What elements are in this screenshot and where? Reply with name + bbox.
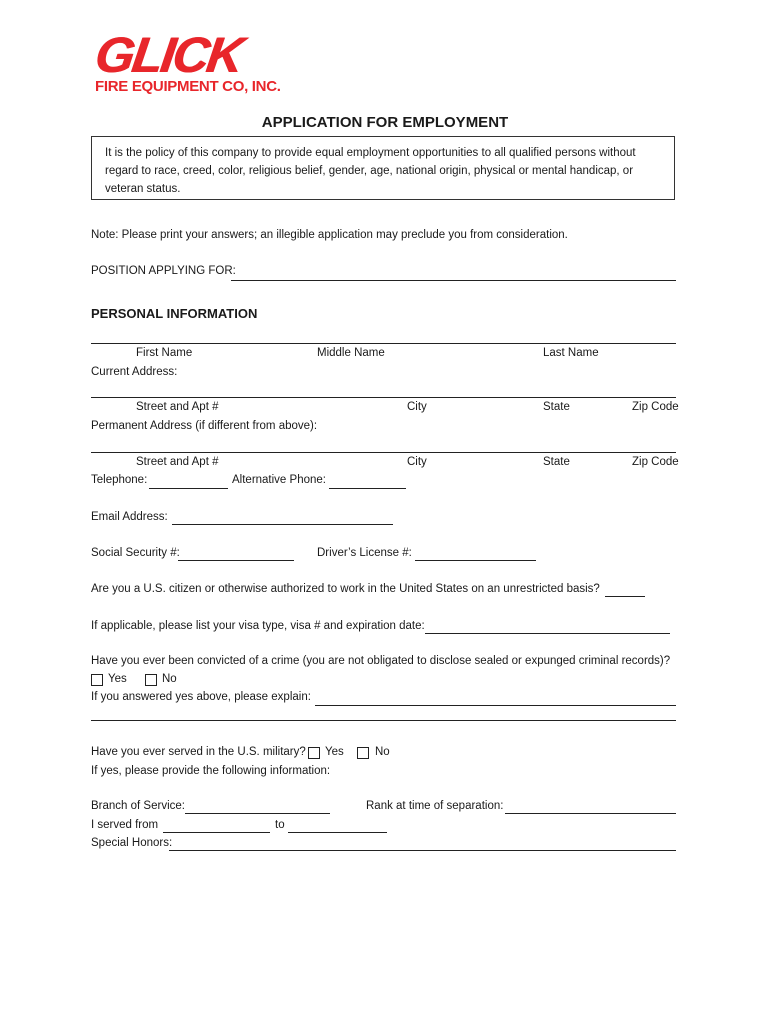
explain-field-line-2[interactable] (91, 720, 676, 721)
name-field[interactable] (91, 343, 676, 344)
crime-question: Have you ever been convicted of a crime (you are not obligated to disclose sealed or expunged criminal records)? (91, 655, 671, 667)
branch-field[interactable] (185, 813, 330, 814)
permanent-state-label: State (543, 456, 570, 468)
telephone-label: Telephone: (91, 474, 148, 486)
crime-no-label: No (162, 673, 177, 685)
explain-label: If you answered yes above, please explain: (91, 691, 311, 703)
current-street-label: Street and Apt # (136, 401, 219, 413)
branch-label: Branch of Service: (91, 800, 185, 812)
last-name-label: Last Name (543, 347, 599, 359)
permanent-address-field[interactable] (91, 452, 676, 453)
policy-statement: It is the policy of this company to provide equal employment opportunities to all qualified persons without regard to race, creed, color, religious belief, gender, age, national origin, physical or mental handicap, or veteran status. (91, 136, 675, 200)
served-from-field[interactable] (163, 832, 270, 833)
crime-yes-checkbox[interactable] (91, 674, 103, 686)
permanent-city-label: City (407, 456, 427, 468)
company-name: FIRE EQUIPMENT CO, INC. (95, 78, 281, 95)
served-to-label: to (275, 819, 285, 831)
ssn-field[interactable] (178, 560, 294, 561)
military-no-checkbox[interactable] (357, 747, 369, 759)
military-no-label: No (375, 746, 390, 758)
explain-field[interactable] (315, 705, 676, 706)
citizen-field[interactable] (605, 596, 645, 597)
personal-info-heading: PERSONAL INFORMATION (91, 306, 258, 321)
military-yes-label: Yes (325, 746, 344, 758)
current-zip-label: Zip Code (632, 401, 679, 413)
ssn-label: Social Security #: (91, 547, 180, 559)
position-label: POSITION APPLYING FOR: (91, 265, 236, 277)
military-info-label: If yes, please provide the following information: (91, 765, 331, 777)
rank-label: Rank at time of separation: (366, 800, 504, 812)
current-address-label: Current Address: (91, 366, 178, 378)
military-yes-checkbox[interactable] (308, 747, 320, 759)
current-address-field[interactable] (91, 397, 676, 398)
military-question: Have you ever served in the U.S. military? (91, 746, 306, 758)
alt-phone-field[interactable] (329, 488, 406, 489)
rank-field[interactable] (505, 813, 676, 814)
email-label: Email Address: (91, 511, 168, 523)
served-to-field[interactable] (288, 832, 387, 833)
note-text: Note: Please print your answers; an illegible application may preclude you from consideration. (91, 229, 568, 241)
telephone-field[interactable] (149, 488, 228, 489)
permanent-street-label: Street and Apt # (136, 456, 219, 468)
permanent-zip-label: Zip Code (632, 456, 679, 468)
honors-field[interactable] (169, 850, 676, 851)
email-field[interactable] (172, 524, 393, 525)
company-logo: GLICK (91, 27, 245, 83)
position-field[interactable] (231, 280, 676, 281)
visa-question: If applicable, please list your visa type, visa # and expiration date: (91, 620, 425, 632)
current-state-label: State (543, 401, 570, 413)
crime-no-checkbox[interactable] (145, 674, 157, 686)
license-field[interactable] (415, 560, 536, 561)
crime-yes-label: Yes (108, 673, 127, 685)
middle-name-label: Middle Name (317, 347, 385, 359)
alt-phone-label: Alternative Phone: (232, 474, 326, 486)
current-city-label: City (407, 401, 427, 413)
page-title: APPLICATION FOR EMPLOYMENT (261, 114, 509, 131)
citizen-question: Are you a U.S. citizen or otherwise authorized to work in the United States on an unrestricted basis? (91, 583, 600, 595)
first-name-label: First Name (136, 347, 193, 359)
visa-field[interactable] (425, 633, 670, 634)
served-from-label: I served from (91, 819, 159, 831)
honors-label: Special Honors: (91, 837, 173, 849)
license-label: Driver’s License #: (317, 547, 412, 559)
permanent-address-label: Permanent Address (if different from above): (91, 420, 318, 432)
